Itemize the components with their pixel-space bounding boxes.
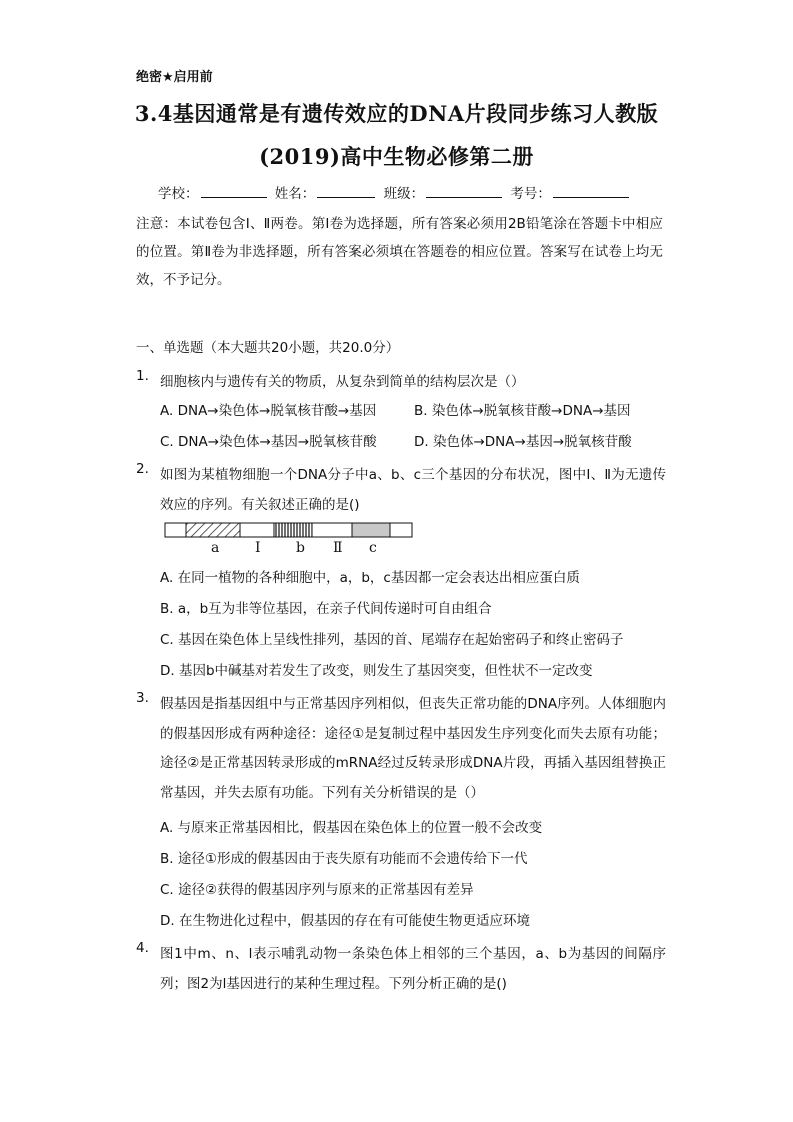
- figure-label-II: Ⅱ: [333, 540, 343, 556]
- q2-option-c: C. 基因在染色体上呈线性排列，基因的首、尾端存在起始密码子和终止密码子: [160, 632, 624, 648]
- exam-no-label: 考号：: [510, 186, 551, 202]
- figure-label-c: c: [369, 540, 377, 556]
- secret-mark: 绝密★启用前: [136, 70, 213, 85]
- question-number: 4.: [136, 940, 149, 956]
- section-heading: 一、单选题（本大题共20小题，共20.0分）: [136, 340, 400, 356]
- gene-a-segment: [186, 523, 240, 537]
- q3-option-c: C. 途径②获得的假基因序列与原来的正常基因有差异: [160, 882, 474, 898]
- gene-b-segment: [274, 523, 312, 537]
- dna-gene-diagram: [164, 521, 414, 541]
- q1-option-a: A. DNA→染色体→脱氧核苷酸→基因: [160, 403, 377, 419]
- q2-option-d: D. 基因b中碱基对若发生了改变，则发生了基因突变，但性状不一定改变: [160, 663, 593, 679]
- q1-option-c: C. DNA→染色体→基因→脱氧核苷酸: [160, 434, 377, 450]
- name-blank: [317, 185, 375, 198]
- class-label: 班级：: [383, 186, 425, 202]
- q2-option-b: B. a，b互为非等位基因，在亲子代间传递时可自由组合: [160, 601, 492, 617]
- question-number: 2.: [136, 461, 149, 477]
- figure-label-I: Ⅰ: [255, 540, 261, 556]
- question-stem: 图1中m、n、l表示哺乳动物一条染色体上相邻的三个基因，a、b为基因的间隔序列；图2为l基因进行的某种生理过程。下列分析正确的是(): [160, 946, 666, 992]
- page-title-line1: 3.4基因通常是有遗传效应的DNA片段同步练习人教版: [134, 101, 659, 126]
- exam-no-blank: [553, 185, 629, 198]
- q3-option-b: B. 途径①形成的假基因由于丧失原有功能而不会遗传给下一代: [160, 851, 528, 867]
- q1-option-d: D. 染色体→DNA→基因→脱氧核苷酸: [414, 434, 632, 450]
- class-blank: [426, 185, 502, 198]
- exam-notice: 注意：本试卷包含Ⅰ、Ⅱ两卷。第Ⅰ卷为选择题，所有答案必须用2B铅笔涂在答题卡中相应的位置。第Ⅱ卷为非选择题，所有答案必须填在答题卷的相应位置。答案写在试卷上均无效，不予记分。: [136, 216, 663, 288]
- student-info-row: [158, 182, 633, 202]
- question-stem: 如图为某植物细胞一个DNA分子中a、b、c三个基因的分布状况，图中Ⅰ、Ⅱ为无遗传效应的序列。有关叙述正确的是(): [160, 467, 666, 513]
- question-stem: 假基因是指基因组中与正常基因序列相似，但丧失正常功能的DNA序列。人体细胞内的假基因形成有两种途径：途径①是复制过程中基因发生序列变化而失去原有功能；途径②是正常基因转录形成的mRNA经过反转录形成DNA片段，再插入基因组替换正常基因，并失去原有功能。下列有关分析错误的是（）: [160, 696, 666, 801]
- page-title-line2: (2019)高中生物必修第二册: [259, 144, 534, 169]
- question-number: 1.: [136, 368, 149, 384]
- q3-option-a: A. 与原来正常基因相比，假基因在染色体上的位置一般不会改变: [160, 820, 543, 836]
- question-number: 3.: [136, 690, 149, 706]
- name-label: 姓名：: [274, 186, 316, 202]
- question-stem: 细胞核内与遗传有关的物质，从复杂到简单的结构层次是（）: [160, 374, 525, 390]
- gene-c-segment: [352, 523, 390, 537]
- q2-option-a: A. 在同一植物的各种细胞中，a，b，c基因都一定会表达出相应蛋白质: [160, 570, 580, 586]
- school-blank: [201, 185, 267, 198]
- figure-label-a: a: [211, 540, 220, 556]
- q3-option-d: D. 在生物进化过程中，假基因的存在有可能使生物更适应环境: [160, 913, 530, 929]
- school-label: 学校：: [158, 186, 199, 202]
- figure-label-b: b: [296, 540, 305, 556]
- q1-option-b: B. 染色体→脱氧核苷酸→DNA→基因: [414, 403, 631, 419]
